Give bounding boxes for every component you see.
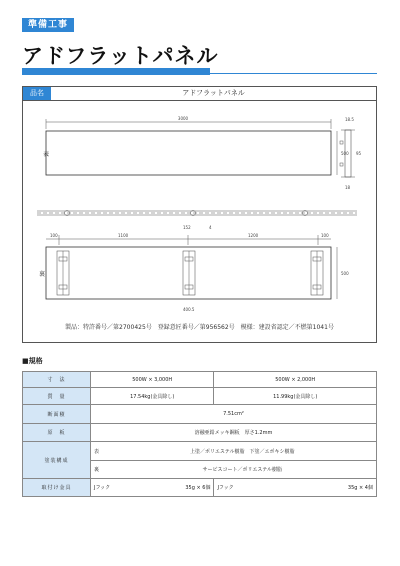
back-panel xyxy=(46,247,331,299)
spec-material-value: 溶融亜鉛メッキ鋼板 厚さ1.2mm xyxy=(91,424,377,442)
spec-fittings-b xyxy=(214,479,377,497)
spec-row-coating-front xyxy=(23,442,377,461)
spec-size-a: 500W × 3,000H xyxy=(91,372,214,388)
panel-drawing xyxy=(23,101,376,321)
dim-mid-b: 4 xyxy=(209,225,212,230)
front-panel xyxy=(46,131,331,175)
back-bracket-left xyxy=(57,251,69,295)
side-hook-2 xyxy=(340,163,343,166)
spec-fittings-a-qty: 35g × 6個 xyxy=(185,485,211,491)
spec-heading: ■規格 xyxy=(22,357,43,365)
spec-label-weight: 質 量 xyxy=(23,388,91,405)
side-hook-1 xyxy=(340,141,343,144)
spec-section-value: 7.51cm² xyxy=(91,405,377,424)
spec-row-fittings xyxy=(23,479,377,497)
dim-side-top: 18.5 xyxy=(345,117,354,122)
spec-coating-back-value: サービスコート／ポリエステル樹脂 xyxy=(109,461,377,479)
dim-top-height: 500 xyxy=(341,151,349,156)
spec-weight-b: 11.99kg(金具除し) xyxy=(214,388,377,405)
spec-fittings-b-qty: 35g × 4個 xyxy=(347,485,373,491)
dim-side-mid: 95 xyxy=(356,151,362,156)
spec-coating-back-label: 裏 xyxy=(91,461,109,479)
spec-weight-a: 17.54kg(金具除し) xyxy=(91,388,214,405)
dim-back-bottom: 400.5 xyxy=(183,307,195,312)
back-bracket-center xyxy=(183,251,195,295)
spec-label-fittings: 取付け金具 xyxy=(23,479,91,497)
dim-back-seg2: 1100 xyxy=(118,233,129,238)
spec-label-material: 原 板 xyxy=(23,424,91,442)
spec-row-material xyxy=(23,424,377,442)
spec-table xyxy=(22,371,377,497)
spec-label-section: 断面積 xyxy=(23,405,91,424)
spec-fittings-b-name: Jフック xyxy=(217,485,234,491)
title-underline xyxy=(22,68,210,75)
product-name-label: 品名 xyxy=(23,87,51,100)
spec-fittings-a xyxy=(91,479,214,497)
page-title: アドフラットパネル xyxy=(22,44,219,68)
dim-back-seg3: 1200 xyxy=(248,233,259,238)
dim-mid-a: 152 xyxy=(183,225,191,230)
dim-back-height: 500 xyxy=(341,271,349,276)
back-bracket-right xyxy=(311,251,323,295)
dim-top-length: 3000 xyxy=(177,116,189,121)
product-name-row xyxy=(23,87,376,101)
title-rule xyxy=(210,73,377,74)
back-label: 裏 xyxy=(39,271,46,278)
spec-coating-front-value: 上塗／ポリエステル樹脂 下塗／エポキシ樹脂 xyxy=(109,442,377,461)
spec-row-weight xyxy=(23,388,377,405)
dim-side-bot: 18 xyxy=(345,185,351,190)
spec-size-b: 500W × 2,000H xyxy=(214,372,377,388)
spec-label-coating: 塗装構成 xyxy=(23,442,91,479)
front-label: 表 xyxy=(43,151,50,158)
spec-label-size: 寸 法 xyxy=(23,372,91,388)
section-badge: 準備工事 xyxy=(22,18,74,32)
spec-coating-front-label: 表 xyxy=(91,442,109,461)
dim-back-seg4: 100 xyxy=(321,233,329,238)
spec-row-section xyxy=(23,405,377,424)
product-name-value: アドフラットパネル xyxy=(182,89,245,97)
spec-fittings-a-name: Jフック xyxy=(94,485,111,491)
dim-back-seg1: 100 xyxy=(50,233,58,238)
patent-note: 製品：特許番号／第2700425号 登録意匠番号／第956562号 模様：建設省認定／不燃第1041号 xyxy=(65,324,334,331)
spec-row-size xyxy=(23,372,377,388)
technical-drawing xyxy=(22,86,377,343)
